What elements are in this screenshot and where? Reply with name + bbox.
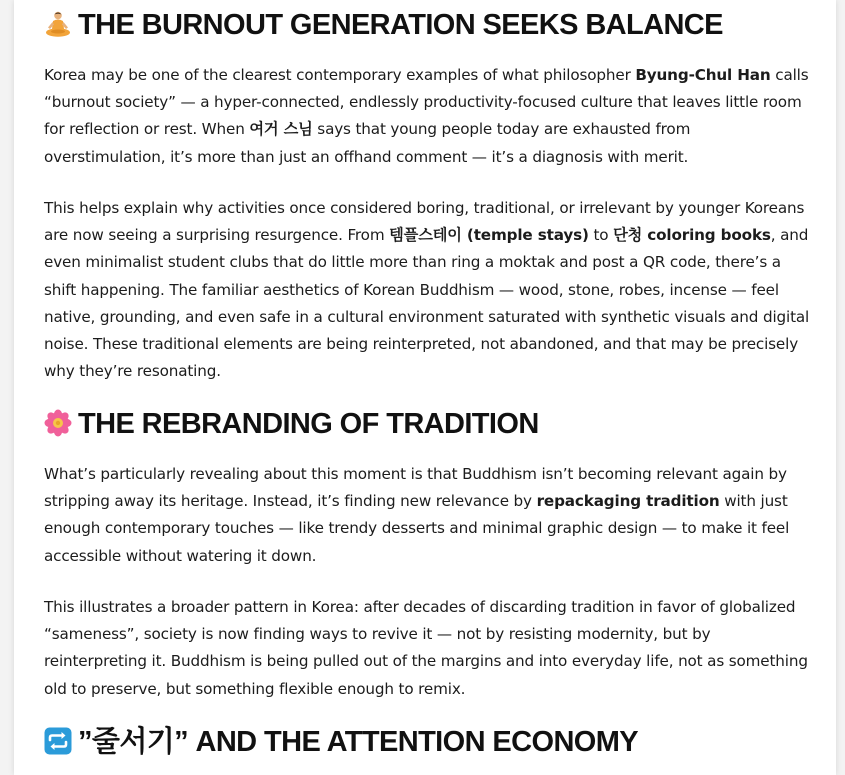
section-heading-text: THE BURNOUT GENERATION SEEKS BALANCE [78,9,723,41]
bold-dancheong-coloring-books: 단청 coloring books [613,226,771,245]
paragraph-rebranding-1: What’s particularly revealing about this moment is that Buddhism isn’t becoming relevant again by stripping away its heritage. Instead, it’s finding new relevance by repackaging tradition with just enough contemporary touches — like trendy desserts and minimal graphic design — to make it feel accessible without watering it down. [44,465,790,565]
bold-yeogeo-seunim: 여거 스님 [249,120,313,139]
section-heading-attention-economy [44,725,638,759]
section-heading-rebranding [44,407,539,441]
lotus-flower-icon [44,409,72,437]
section-heading-text: THE REBRANDING OF TRADITION [78,408,539,440]
paragraph-burnout-1: Korea may be one of the clearest contemporary examples of what philosopher Byung-Chul Han calls “burnout society” — a hyper-connected, endlessly productivity-focused culture that leaves little room for reflection or rest. When 여거 스님 says that young people today are exhausted from overstimulation, it’s more than just an offhand comment — it’s a diagnosis with merit. [44,66,809,166]
repeat-arrows-icon [44,727,72,755]
bold-byung-chul-han: Byung-Chul Han [635,66,771,84]
section-heading-burnout [44,8,723,42]
paragraph-rebranding-2: This illustrates a broader pattern in Korea: after decades of discarding tradition in favor of globalized “sameness”, society is now finding ways to revive it — not by resisting modernity, but by reinterpreting it. Buddhism is being pulled out of the margins and into everyday life, not as something old to preserve, but something flexible enough to remix. [44,598,808,698]
bold-temple-stays: 템플스테이 (temple stays) [389,226,589,245]
person-in-lotus-position-icon [44,10,72,38]
bold-repackaging-tradition: repackaging tradition [536,492,720,511]
article-page [14,0,836,775]
section-heading-text: ”줄서기” AND THE ATTENTION ECONOMY [78,726,639,758]
paragraph-burnout-2: This helps explain why activities once considered boring, traditional, or irrelevant by younger Koreans are now seeing a surprising resurgence. From 템플스테이 (temple stays) to 단청 coloring books, and even minimalist student clubs that do little more than ring a moktak and post a QR code, there’s a shift happening. The familiar aesthetics of Korean Buddhism — wood, stone, robes, incense — feel native, grounding, and even safe in a cultural environment saturated with synthetic visuals and digital noise. These traditional elements are being reinterpreted, not abandoned, and that may be precisely why they’re resonating. [44,199,810,381]
